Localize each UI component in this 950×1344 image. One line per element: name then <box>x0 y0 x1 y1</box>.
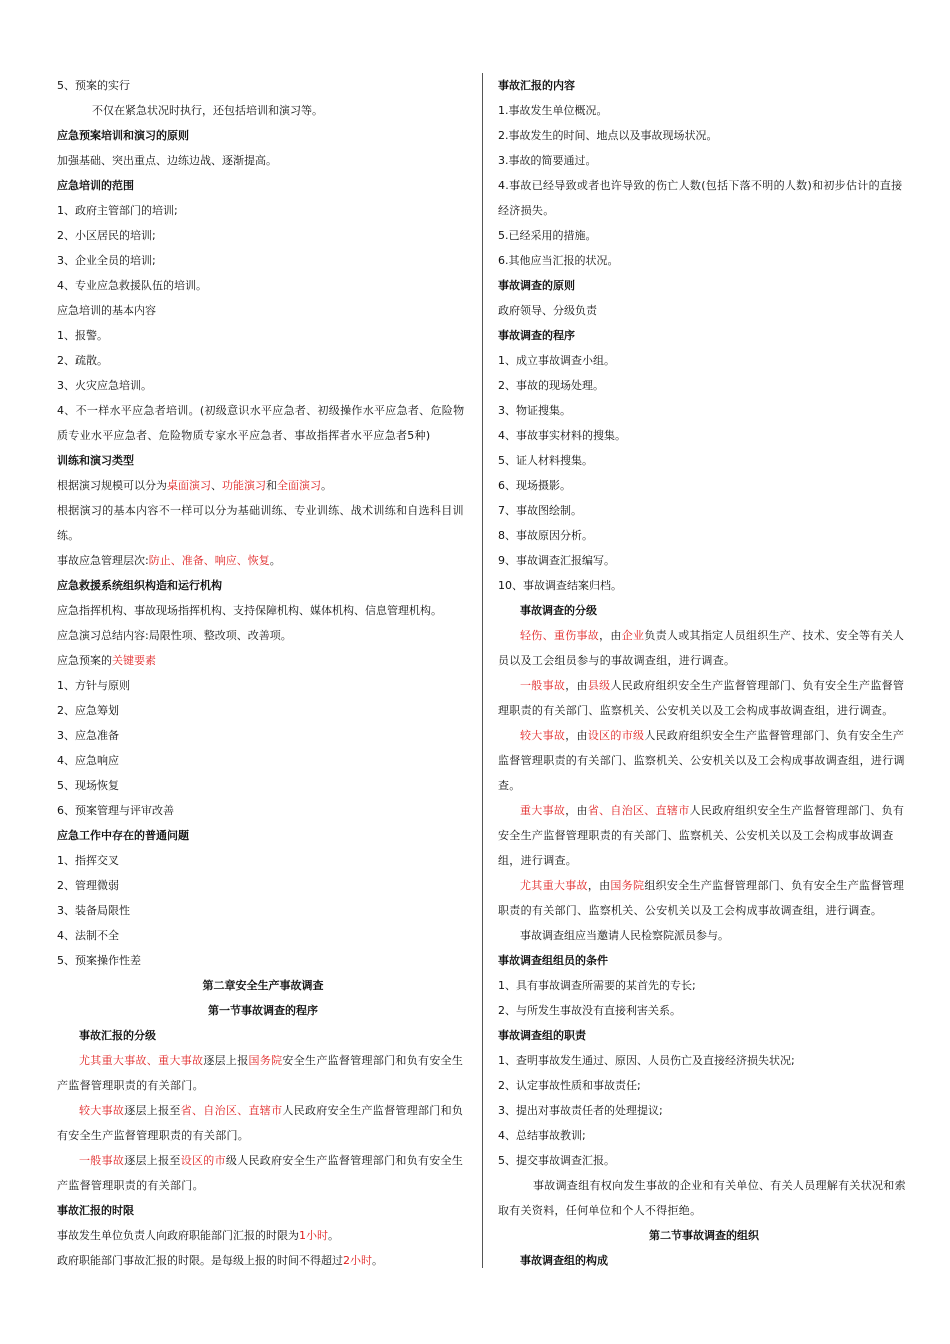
text-line <box>57 98 469 123</box>
section-heading <box>57 823 469 848</box>
text-segment: 3.事故的简要通过。 <box>498 154 597 167</box>
text-segment: 1、方针与原则 <box>57 679 130 692</box>
text-segment: 应急培训的基本内容 <box>57 304 156 317</box>
text-segment: 事故调查的程序 <box>498 329 575 342</box>
text-segment: ，由 <box>599 629 622 642</box>
text-segment: 。 <box>328 1229 339 1242</box>
text-segment: 应急预案培训和演习的原则 <box>57 129 189 142</box>
text-segment: 2.事故发生的时间、地点以及事故现场状况。 <box>498 129 718 142</box>
text-segment: 人民政府组织安全生产监督管理部门、负有安全生产监督管理职责的有关部门、监察机关、公安机关以及工会构成事故调查组，进行调查。 <box>498 804 905 867</box>
highlighted-term: 桌面演习 <box>167 479 211 492</box>
text-line <box>57 498 469 548</box>
text-segment: 3、企业全员的培训; <box>57 254 156 267</box>
text-line <box>498 1048 910 1073</box>
highlighted-term: 关键要素 <box>112 654 156 667</box>
text-line <box>498 1148 910 1173</box>
text-segment: 2、认定事故性质和事故责任; <box>498 1079 641 1092</box>
text-segment: 事故调查组有权向发生事故的企业和有关单位、有关人员理解有关状况和索取有关资料，任何单位和个人不得拒绝。 <box>498 1179 906 1217</box>
text-segment: 根据演习规模可以分为 <box>57 479 167 492</box>
text-segment: 5、预案的实行 <box>57 79 130 92</box>
text-line <box>57 198 469 223</box>
text-segment: 事故调查的分级 <box>520 604 597 617</box>
text-segment: ，由 <box>565 729 588 742</box>
text-line <box>57 548 469 573</box>
text-line <box>498 723 910 798</box>
text-segment: ，由 <box>565 679 588 692</box>
text-line <box>498 173 910 223</box>
text-segment: 3、火灾应急培训。 <box>57 379 152 392</box>
section-heading <box>498 323 910 348</box>
text-line <box>57 248 469 273</box>
highlighted-term: 重大事故 <box>520 804 566 817</box>
text-line <box>498 573 910 598</box>
text-segment: 4、总结事故教训; <box>498 1129 586 1142</box>
text-line <box>57 748 469 773</box>
highlighted-term: 设区的市 <box>180 1154 226 1167</box>
section-heading <box>498 1248 910 1273</box>
highlighted-term: 省、自治区、直辖市 <box>180 1104 283 1117</box>
text-segment: 应急培训的范围 <box>57 179 134 192</box>
highlighted-term: 国务院 <box>248 1054 283 1067</box>
text-segment: 6、预案管理与评审改善 <box>57 804 174 817</box>
text-line <box>498 973 910 998</box>
text-line <box>498 623 910 673</box>
text-segment: 4、事故事实材料的搜集。 <box>498 429 626 442</box>
text-line <box>57 698 469 723</box>
text-line <box>57 723 469 748</box>
section-heading <box>498 1223 910 1248</box>
section-heading <box>57 1198 469 1223</box>
text-line <box>498 1098 910 1123</box>
text-segment: 5、证人材料搜集。 <box>498 454 593 467</box>
highlighted-term: 防止、准备、响应、恢复 <box>148 554 270 567</box>
text-segment: 2、与所发生事故没有直接利害关系。 <box>498 1004 681 1017</box>
text-segment: 第二节事故调查的组织 <box>649 1229 759 1242</box>
text-line <box>498 298 910 323</box>
text-segment: 训练和演习类型 <box>57 454 134 467</box>
section-heading <box>498 73 910 98</box>
text-segment: 1、报警。 <box>57 329 108 342</box>
text-line <box>57 273 469 298</box>
text-segment: 1、指挥交叉 <box>57 854 119 867</box>
text-line <box>498 998 910 1023</box>
highlighted-term: 国务院 <box>610 879 645 892</box>
text-line <box>57 648 469 673</box>
text-segment: 1、成立事故调查小组。 <box>498 354 615 367</box>
right-column <box>498 73 910 1273</box>
text-segment: 、 <box>211 479 222 492</box>
text-line <box>498 798 910 873</box>
section-heading <box>498 598 910 623</box>
text-segment: 。 <box>372 1254 383 1267</box>
text-segment: 负责人或其指定人员组织生产、技术、安全等有关人员以及工会组员参与的事故调查组，进行调查。 <box>498 629 905 667</box>
section-heading <box>57 1023 469 1048</box>
highlighted-term: 尤其重大事故 <box>520 879 588 892</box>
section-heading <box>57 173 469 198</box>
left-column <box>57 73 469 1273</box>
text-line <box>57 373 469 398</box>
text-segment: 3、物证搜集。 <box>498 404 571 417</box>
section-heading <box>498 948 910 973</box>
text-line <box>57 298 469 323</box>
highlighted-term: 较大事故 <box>79 1104 125 1117</box>
text-segment: 3、提出对事故责任者的处理提议; <box>498 1104 663 1117</box>
highlighted-term: 设区的市级 <box>587 729 645 742</box>
highlighted-term: 较大事故 <box>520 729 566 742</box>
text-segment: 4、专业应急救援队伍的培训。 <box>57 279 207 292</box>
text-segment: 事故调查组的职责 <box>498 1029 586 1042</box>
text-segment: 和 <box>266 479 277 492</box>
text-line <box>498 1173 910 1223</box>
text-line <box>498 473 910 498</box>
text-segment: 应急救援系统组织构造和运行机构 <box>57 579 222 592</box>
highlighted-term: 2小时 <box>343 1254 372 1267</box>
text-segment: 事故调查的原则 <box>498 279 575 292</box>
text-segment: 逐层上报至 <box>124 1154 181 1167</box>
text-line <box>57 1223 469 1248</box>
text-segment: 3、装备局限性 <box>57 904 130 917</box>
text-line <box>57 773 469 798</box>
highlighted-term: 一般事故 <box>79 1154 125 1167</box>
text-line <box>57 873 469 898</box>
text-line <box>57 148 469 173</box>
text-segment: 人民政府安全生产监督管理部门和负有安全生产监督管理职责的有关部门。 <box>57 1104 464 1142</box>
highlighted-term: 县级 <box>587 679 611 692</box>
text-segment: 事故汇报的内容 <box>498 79 575 92</box>
text-line <box>57 1248 469 1273</box>
text-line <box>498 673 910 723</box>
text-line <box>57 798 469 823</box>
text-segment: 事故应急管理层次: <box>57 554 149 567</box>
text-segment: 4、应急响应 <box>57 754 119 767</box>
text-line <box>498 398 910 423</box>
text-segment: 事故调查组组员的条件 <box>498 954 608 967</box>
text-line <box>498 223 910 248</box>
text-segment: 2、事故的现场处理。 <box>498 379 604 392</box>
text-line <box>498 423 910 448</box>
text-segment: 第二章安全生产事故调查 <box>202 979 324 992</box>
text-segment: 逐层上报 <box>203 1054 249 1067</box>
text-segment: 加强基础、突出重点、边练边战、逐渐提高。 <box>57 154 277 167</box>
text-segment: 事故调查组应当邀请人民检察院派员参与。 <box>520 929 729 942</box>
text-segment: 人民政府组织安全生产监督管理部门、负有安全生产监督管理职责的有关部门、监察机关、公安机关以及工会构成事故调查组，进行调查。 <box>498 679 905 717</box>
section-heading <box>498 273 910 298</box>
text-segment: 5、提交事故调查汇报。 <box>498 1154 615 1167</box>
text-line <box>498 1123 910 1148</box>
text-segment: 1、查明事故发生通过、原因、人员伤亡及直接经济损失状况; <box>498 1054 795 1067</box>
text-line <box>498 523 910 548</box>
text-segment: 3、应急准备 <box>57 729 119 742</box>
text-segment: 4.事故已经导致或者也许导致的伤亡人数(包括下落不明的人数)和初步估计的直接经济损失。 <box>498 179 903 217</box>
text-line <box>498 123 910 148</box>
text-line <box>498 373 910 398</box>
text-segment: 不仅在紧急状况时执行，还包括培训和演习等。 <box>92 104 323 117</box>
text-segment: ，由 <box>587 879 611 892</box>
text-line <box>498 923 910 948</box>
highlighted-term: 轻伤、重伤事故 <box>520 629 600 642</box>
text-segment: 。 <box>321 479 332 492</box>
text-line <box>498 498 910 523</box>
highlighted-term: 企业 <box>621 629 645 642</box>
text-line <box>57 473 469 498</box>
text-line <box>57 598 469 623</box>
text-line <box>498 98 910 123</box>
text-line <box>57 848 469 873</box>
text-segment: 应急指挥机构、事故现场指挥机构、支持保障机构、媒体机构、信息管理机构。 <box>57 604 442 617</box>
text-line <box>498 548 910 573</box>
section-heading <box>57 448 469 473</box>
text-line <box>57 898 469 923</box>
text-segment: ，由 <box>565 804 588 817</box>
text-segment: 1、政府主管部门的培训; <box>57 204 178 217</box>
text-segment: 1、具有事故调查所需要的某首先的专长; <box>498 979 696 992</box>
text-segment: 。 <box>269 554 281 567</box>
section-heading <box>57 998 469 1023</box>
section-heading <box>57 123 469 148</box>
text-segment: 政府领导、分级负责 <box>498 304 597 317</box>
column-divider <box>482 73 483 1268</box>
section-heading <box>57 973 469 998</box>
text-segment: 8、事故原因分析。 <box>498 529 593 542</box>
text-segment: 6、现场摄影。 <box>498 479 571 492</box>
text-line <box>57 323 469 348</box>
text-line <box>57 223 469 248</box>
text-segment: 9、事故调查汇报编写。 <box>498 554 615 567</box>
text-segment: 事故汇报的分级 <box>79 1029 156 1042</box>
text-line <box>57 1098 469 1148</box>
text-segment: 应急工作中存在的普通问题 <box>57 829 189 842</box>
text-segment: 5.已经采用的措施。 <box>498 229 597 242</box>
text-line <box>57 398 469 448</box>
text-line <box>57 923 469 948</box>
text-line <box>57 673 469 698</box>
highlighted-term: 省、自治区、直辖市 <box>587 804 690 817</box>
text-line <box>498 448 910 473</box>
text-line <box>498 1073 910 1098</box>
text-segment: 2、管理微弱 <box>57 879 119 892</box>
text-segment: 1.事故发生单位概况。 <box>498 104 608 117</box>
text-segment: 10、事故调查结案归档。 <box>498 579 622 592</box>
text-segment: 4、不一样水平应急者培训。(初级意识水平应急者、初级操作水平应急者、危险物质专业水平应急者、危险物质专家水平应急者、事故指挥者水平应急者5种) <box>57 404 465 442</box>
text-line <box>57 948 469 973</box>
text-line <box>498 148 910 173</box>
text-line <box>498 348 910 373</box>
text-segment: 2、疏散。 <box>57 354 108 367</box>
section-heading <box>57 573 469 598</box>
text-segment: 4、法制不全 <box>57 929 119 942</box>
text-segment: 政府职能部门事故汇报的时限。是每级上报的时间不得超过 <box>57 1254 343 1267</box>
text-segment: 逐层上报至 <box>124 1104 181 1117</box>
text-segment: 2、小区居民的培训; <box>57 229 156 242</box>
text-segment: 应急预案的 <box>57 654 112 667</box>
text-segment: 安全生产监督管理部门和负有安全生产监督管理职责的有关部门。 <box>57 1054 464 1092</box>
text-segment: 事故汇报的时限 <box>57 1204 134 1217</box>
text-segment: 应急演习总结内容:局限性项、整改项、改善项。 <box>57 629 292 642</box>
text-line <box>498 873 910 923</box>
text-segment: 事故调查组的构成 <box>520 1254 608 1267</box>
text-segment: 7、事故图绘制。 <box>498 504 582 517</box>
text-segment: 5、现场恢复 <box>57 779 119 792</box>
text-segment: 人民政府组织安全生产监督管理部门、负有安全生产监督管理职责的有关部门、监察机关、公安机关以及工会构成事故调查组，进行调查。 <box>498 729 905 792</box>
text-line <box>57 1148 469 1198</box>
text-segment: 事故发生单位负责人向政府职能部门汇报的时限为 <box>57 1229 299 1242</box>
text-line <box>57 73 469 98</box>
text-line <box>57 623 469 648</box>
section-heading <box>498 1023 910 1048</box>
text-line <box>57 348 469 373</box>
text-segment: 组织安全生产监督管理部门、负有安全生产监督管理职责的有关部门、监察机关、公安机关以及工会构成事故调查组，进行调查。 <box>498 879 905 917</box>
highlighted-term: 1小时 <box>299 1229 328 1242</box>
text-line <box>498 248 910 273</box>
text-segment: 根据演习的基本内容不一样可以分为基础训练、专业训练、战术训练和自选科目训练。 <box>57 504 464 542</box>
text-line <box>57 1048 469 1098</box>
text-segment: 级人民政府安全生产监督管理部门和负有安全生产监督管理职责的有关部门。 <box>57 1154 464 1192</box>
text-segment: 5、预案操作性差 <box>57 954 141 967</box>
highlighted-term: 功能演习 <box>222 479 266 492</box>
text-segment: 6.其他应当汇报的状况。 <box>498 254 619 267</box>
text-segment: 2、应急筹划 <box>57 704 119 717</box>
highlighted-term: 全面演习 <box>277 479 321 492</box>
highlighted-term: 尤其重大事故、重大事故 <box>79 1054 204 1067</box>
text-segment: 第一节事故调查的程序 <box>208 1004 318 1017</box>
highlighted-term: 一般事故 <box>520 679 566 692</box>
